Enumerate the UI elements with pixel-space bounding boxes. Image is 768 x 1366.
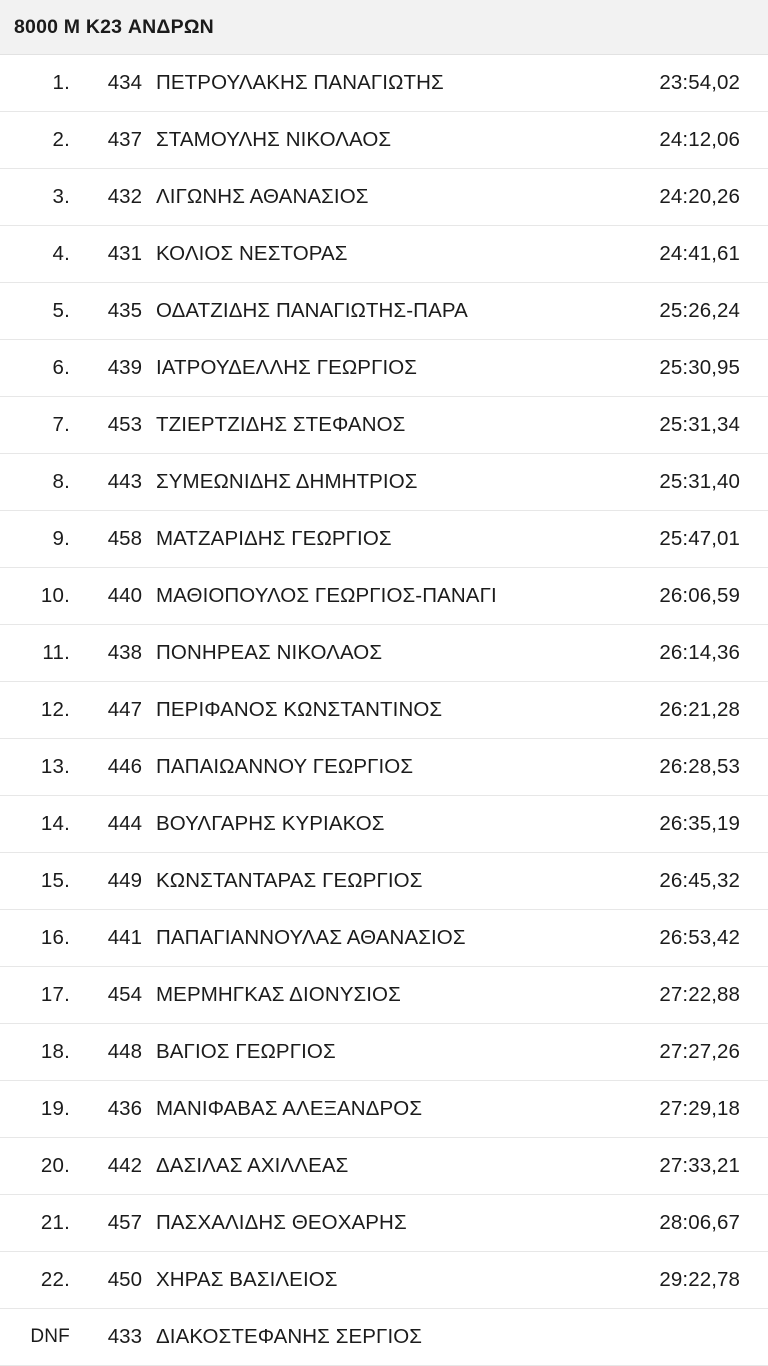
cell-finish-time: 25:31,34 (659, 413, 740, 436)
cell-athlete-name: ΣΤΑΜΟΥΛΗΣ ΝΙΚΟΛΑΟΣ (156, 128, 392, 151)
table-row (0, 682, 768, 739)
table-row (0, 283, 768, 340)
cell-bib-number: 442 (107, 1154, 142, 1177)
table-row (0, 55, 768, 112)
cell-athlete-name: ΣΥΜΕΩΝΙΔΗΣ ΔΗΜΗΤΡΙΟΣ (156, 470, 418, 493)
cell-bib-number: 444 (107, 812, 142, 835)
cell-athlete-name: ΠΟΝΗΡΕΑΣ ΝΙΚΟΛΑΟΣ (156, 641, 383, 664)
cell-finish-time: 25:26,24 (659, 299, 740, 322)
cell-finish-time: 26:14,36 (659, 641, 740, 664)
cell-place: 17. (40, 983, 70, 1006)
table-row (0, 397, 768, 454)
table-row (0, 739, 768, 796)
cell-place: 3. (52, 185, 70, 208)
cell-athlete-name: ΠΕΡΙΦΑΝΟΣ ΚΩΝΣΤΑΝΤΙΝΟΣ (156, 698, 443, 721)
cell-place: 19. (40, 1097, 70, 1120)
cell-athlete-name: ΧΗΡΑΣ ΒΑΣΙΛΕΙΟΣ (156, 1268, 338, 1291)
cell-finish-time: 26:45,32 (659, 869, 740, 892)
cell-place: 11. (42, 641, 70, 664)
cell-finish-time: 26:53,42 (659, 926, 740, 949)
cell-bib-number: 453 (107, 413, 142, 436)
cell-athlete-name: ΜΑΝΙΦΑΒΑΣ ΑΛΕΞΑΝΔΡΟΣ (156, 1097, 423, 1120)
cell-place: 16. (40, 926, 70, 949)
cell-finish-time: 27:29,18 (659, 1097, 740, 1120)
cell-place: DNF (30, 1326, 70, 1347)
table-row (0, 112, 768, 169)
cell-bib-number: 434 (107, 71, 142, 94)
cell-place: 22. (40, 1268, 70, 1291)
table-row (0, 226, 768, 283)
cell-place: 8. (52, 470, 70, 493)
cell-finish-time: 23:54,02 (659, 71, 740, 94)
cell-finish-time: 29:22,78 (659, 1268, 740, 1291)
cell-bib-number: 457 (107, 1211, 142, 1234)
cell-place: 7. (52, 413, 70, 436)
results-table (0, 55, 768, 1366)
cell-bib-number: 438 (107, 641, 142, 664)
table-row (0, 967, 768, 1024)
cell-athlete-name: ΜΑΘΙΟΠΟΥΛΟΣ ΓΕΩΡΓΙΟΣ-ΠΑΝΑΓΙ (156, 584, 497, 607)
cell-finish-time: 24:41,61 (659, 242, 740, 265)
cell-bib-number: 454 (107, 983, 142, 1006)
cell-place: 12. (40, 698, 70, 721)
cell-athlete-name: ΔΙΑΚΟΣΤΕΦΑΝΗΣ ΣΕΡΓΙΟΣ (156, 1325, 423, 1348)
page-title: 8000 M K23 ΑΝΔΡΩΝ (14, 15, 214, 38)
table-row (0, 1195, 768, 1252)
cell-place: 2. (52, 128, 70, 151)
cell-athlete-name: ΒΑΓΙΟΣ ΓΕΩΡΓΙΟΣ (156, 1040, 336, 1063)
cell-bib-number: 443 (107, 470, 142, 493)
cell-athlete-name: ΠΑΠΑΓΙΑΝΝΟΥΛΑΣ ΑΘΑΝΑΣΙΟΣ (156, 926, 466, 949)
cell-bib-number: 458 (107, 527, 142, 550)
cell-athlete-name: ΜΑΤΖΑΡΙΔΗΣ ΓΕΩΡΓΙΟΣ (156, 527, 392, 550)
cell-athlete-name: ΚΩΝΣΤΑΝΤΑΡΑΣ ΓΕΩΡΓΙΟΣ (156, 869, 423, 892)
cell-athlete-name: ΠΑΠΑΙΩΑΝΝΟΥ ΓΕΩΡΓΙΟΣ (156, 755, 414, 778)
cell-finish-time: 26:06,59 (659, 584, 740, 607)
table-row (0, 1081, 768, 1138)
cell-place: 13. (40, 755, 70, 778)
cell-place: 4. (52, 242, 70, 265)
cell-finish-time: 25:31,40 (659, 470, 740, 493)
cell-athlete-name: ΒΟΥΛΓΑΡΗΣ ΚΥΡΙΑΚΟΣ (156, 812, 385, 835)
cell-athlete-name: ΠΕΤΡΟΥΛΑΚΗΣ ΠΑΝΑΓΙΩΤΗΣ (156, 71, 444, 94)
cell-athlete-name: ΜΕΡΜΗΓΚΑΣ ΔΙΟΝΥΣΙΟΣ (156, 983, 401, 1006)
table-row (0, 1024, 768, 1081)
table-row (0, 568, 768, 625)
cell-athlete-name: ΠΑΣΧΑΛΙΔΗΣ ΘΕΟΧΑΡΗΣ (156, 1211, 407, 1234)
cell-bib-number: 446 (107, 755, 142, 778)
cell-finish-time: 25:30,95 (659, 356, 740, 379)
table-row (0, 853, 768, 910)
table-row (0, 511, 768, 568)
cell-place: 1. (52, 71, 70, 94)
cell-finish-time: 27:27,26 (659, 1040, 740, 1063)
cell-athlete-name: ΚΟΛΙΟΣ ΝΕΣΤΟΡΑΣ (156, 242, 348, 265)
table-row (0, 1309, 768, 1366)
cell-bib-number: 439 (107, 356, 142, 379)
cell-athlete-name: ΟΔΑΤΖΙΔΗΣ ΠΑΝΑΓΙΩΤΗΣ-ΠΑΡΑ (156, 299, 468, 322)
cell-finish-time: 25:47,01 (659, 527, 740, 550)
cell-place: 6. (52, 356, 70, 379)
cell-finish-time: 24:12,06 (659, 128, 740, 151)
cell-bib-number: 436 (107, 1097, 142, 1120)
cell-place: 9. (52, 527, 70, 550)
cell-place: 5. (52, 299, 70, 322)
table-row (0, 1138, 768, 1195)
cell-bib-number: 437 (107, 128, 142, 151)
cell-place: 20. (40, 1154, 70, 1177)
cell-finish-time: 28:06,67 (659, 1211, 740, 1234)
table-row (0, 910, 768, 967)
cell-place: 15. (40, 869, 70, 892)
table-row (0, 625, 768, 682)
cell-athlete-name: ΔΑΣΙΛΑΣ ΑΧΙΛΛΕΑΣ (156, 1154, 349, 1177)
cell-place: 10. (40, 584, 70, 607)
results-table-body (0, 55, 768, 1366)
cell-athlete-name: ΛΙΓΩΝΗΣ ΑΘΑΝΑΣΙΟΣ (156, 185, 369, 208)
cell-bib-number: 435 (107, 299, 142, 322)
cell-finish-time: 26:28,53 (659, 755, 740, 778)
cell-finish-time: 27:33,21 (659, 1154, 740, 1177)
cell-place: 14. (40, 812, 70, 835)
cell-bib-number: 440 (107, 584, 142, 607)
table-row (0, 454, 768, 511)
table-row (0, 169, 768, 226)
section-header (0, 0, 768, 55)
cell-finish-time: 27:22,88 (659, 983, 740, 1006)
table-row (0, 796, 768, 853)
cell-bib-number: 447 (107, 698, 142, 721)
cell-place: 18. (40, 1040, 70, 1063)
cell-athlete-name: ΙΑΤΡΟΥΔΕΛΛΗΣ ΓΕΩΡΓΙΟΣ (156, 356, 418, 379)
cell-bib-number: 441 (107, 926, 142, 949)
cell-bib-number: 448 (107, 1040, 142, 1063)
cell-bib-number: 449 (107, 869, 142, 892)
cell-finish-time: 24:20,26 (659, 185, 740, 208)
cell-bib-number: 433 (107, 1325, 142, 1348)
cell-finish-time: 26:21,28 (659, 698, 740, 721)
cell-bib-number: 431 (107, 242, 142, 265)
cell-finish-time (590, 1309, 768, 1366)
table-row (0, 340, 768, 397)
cell-athlete-name: ΤΖΙΕΡΤΖΙΔΗΣ ΣΤΕΦΑΝΟΣ (156, 413, 406, 436)
cell-finish-time: 26:35,19 (659, 812, 740, 835)
table-row (0, 1252, 768, 1309)
cell-bib-number: 432 (107, 185, 142, 208)
cell-place: 21. (40, 1211, 70, 1234)
cell-bib-number: 450 (107, 1268, 142, 1291)
